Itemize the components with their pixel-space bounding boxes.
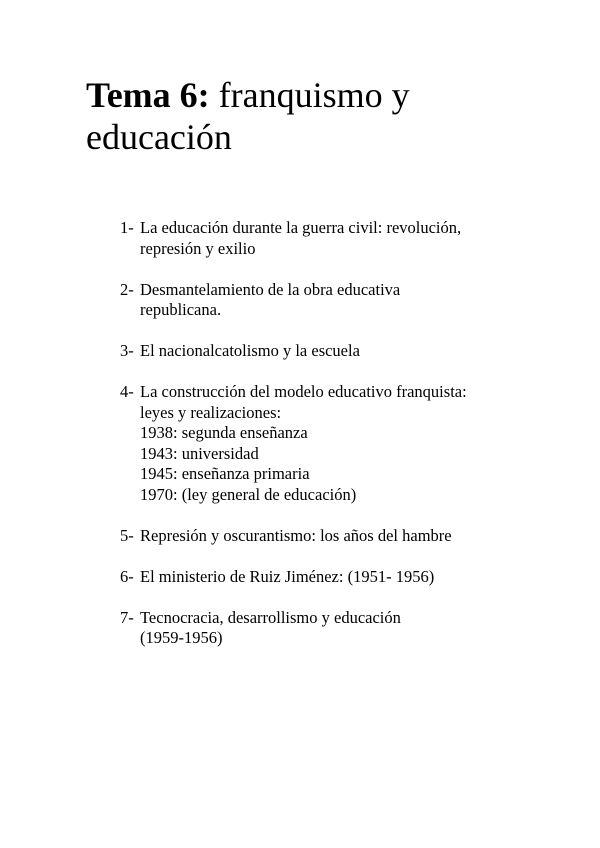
title-line1: franquismo y	[218, 75, 410, 115]
item-line: 1970: (ley general de educación)	[140, 484, 357, 504]
item-line: (1959-1956)	[140, 628, 223, 647]
item-line: 1938: segunda enseñanza	[140, 423, 308, 442]
item-line: represión y exilio	[140, 238, 256, 258]
item-number: 1-	[120, 218, 134, 237]
item-number: 4-	[120, 382, 134, 401]
title-line2: educación	[86, 117, 232, 157]
item-number: 7-	[120, 607, 134, 627]
item-line: Represión y oscurantismo: los años del hambre	[140, 525, 452, 545]
item-line: Desmantelamiento de la obra educativa	[140, 279, 401, 299]
item-number: 6-	[120, 566, 134, 586]
item-line: Tecnocracia, desarrollismo y educación	[140, 607, 401, 627]
item-line: 1943: universidad	[140, 443, 259, 463]
item-line: La construcción del modelo educativo franquista:	[140, 382, 467, 401]
list-item	[120, 526, 540, 547]
item-line: leyes y realizaciones:	[140, 402, 282, 422]
item-number: 5-	[120, 525, 134, 545]
page-title	[86, 74, 566, 158]
list-item	[120, 608, 540, 649]
title-prefix: Tema 6:	[86, 75, 210, 115]
item-number: 3-	[120, 341, 134, 360]
list-item	[120, 382, 540, 505]
list-item	[120, 567, 540, 588]
item-line: 1945: enseñanza primaria	[140, 464, 310, 483]
item-line: La educación durante la guerra civil: revolución,	[140, 218, 462, 237]
list-item	[120, 218, 540, 259]
list-item	[120, 341, 540, 362]
item-line: El ministerio de Ruiz Jiménez: (1951- 1956)	[140, 566, 435, 586]
topic-list	[120, 218, 540, 669]
list-item	[120, 280, 540, 321]
item-line: El nacionalcatolismo y la escuela	[140, 341, 360, 360]
item-number: 2-	[120, 279, 134, 299]
item-line: republicana.	[140, 300, 222, 319]
